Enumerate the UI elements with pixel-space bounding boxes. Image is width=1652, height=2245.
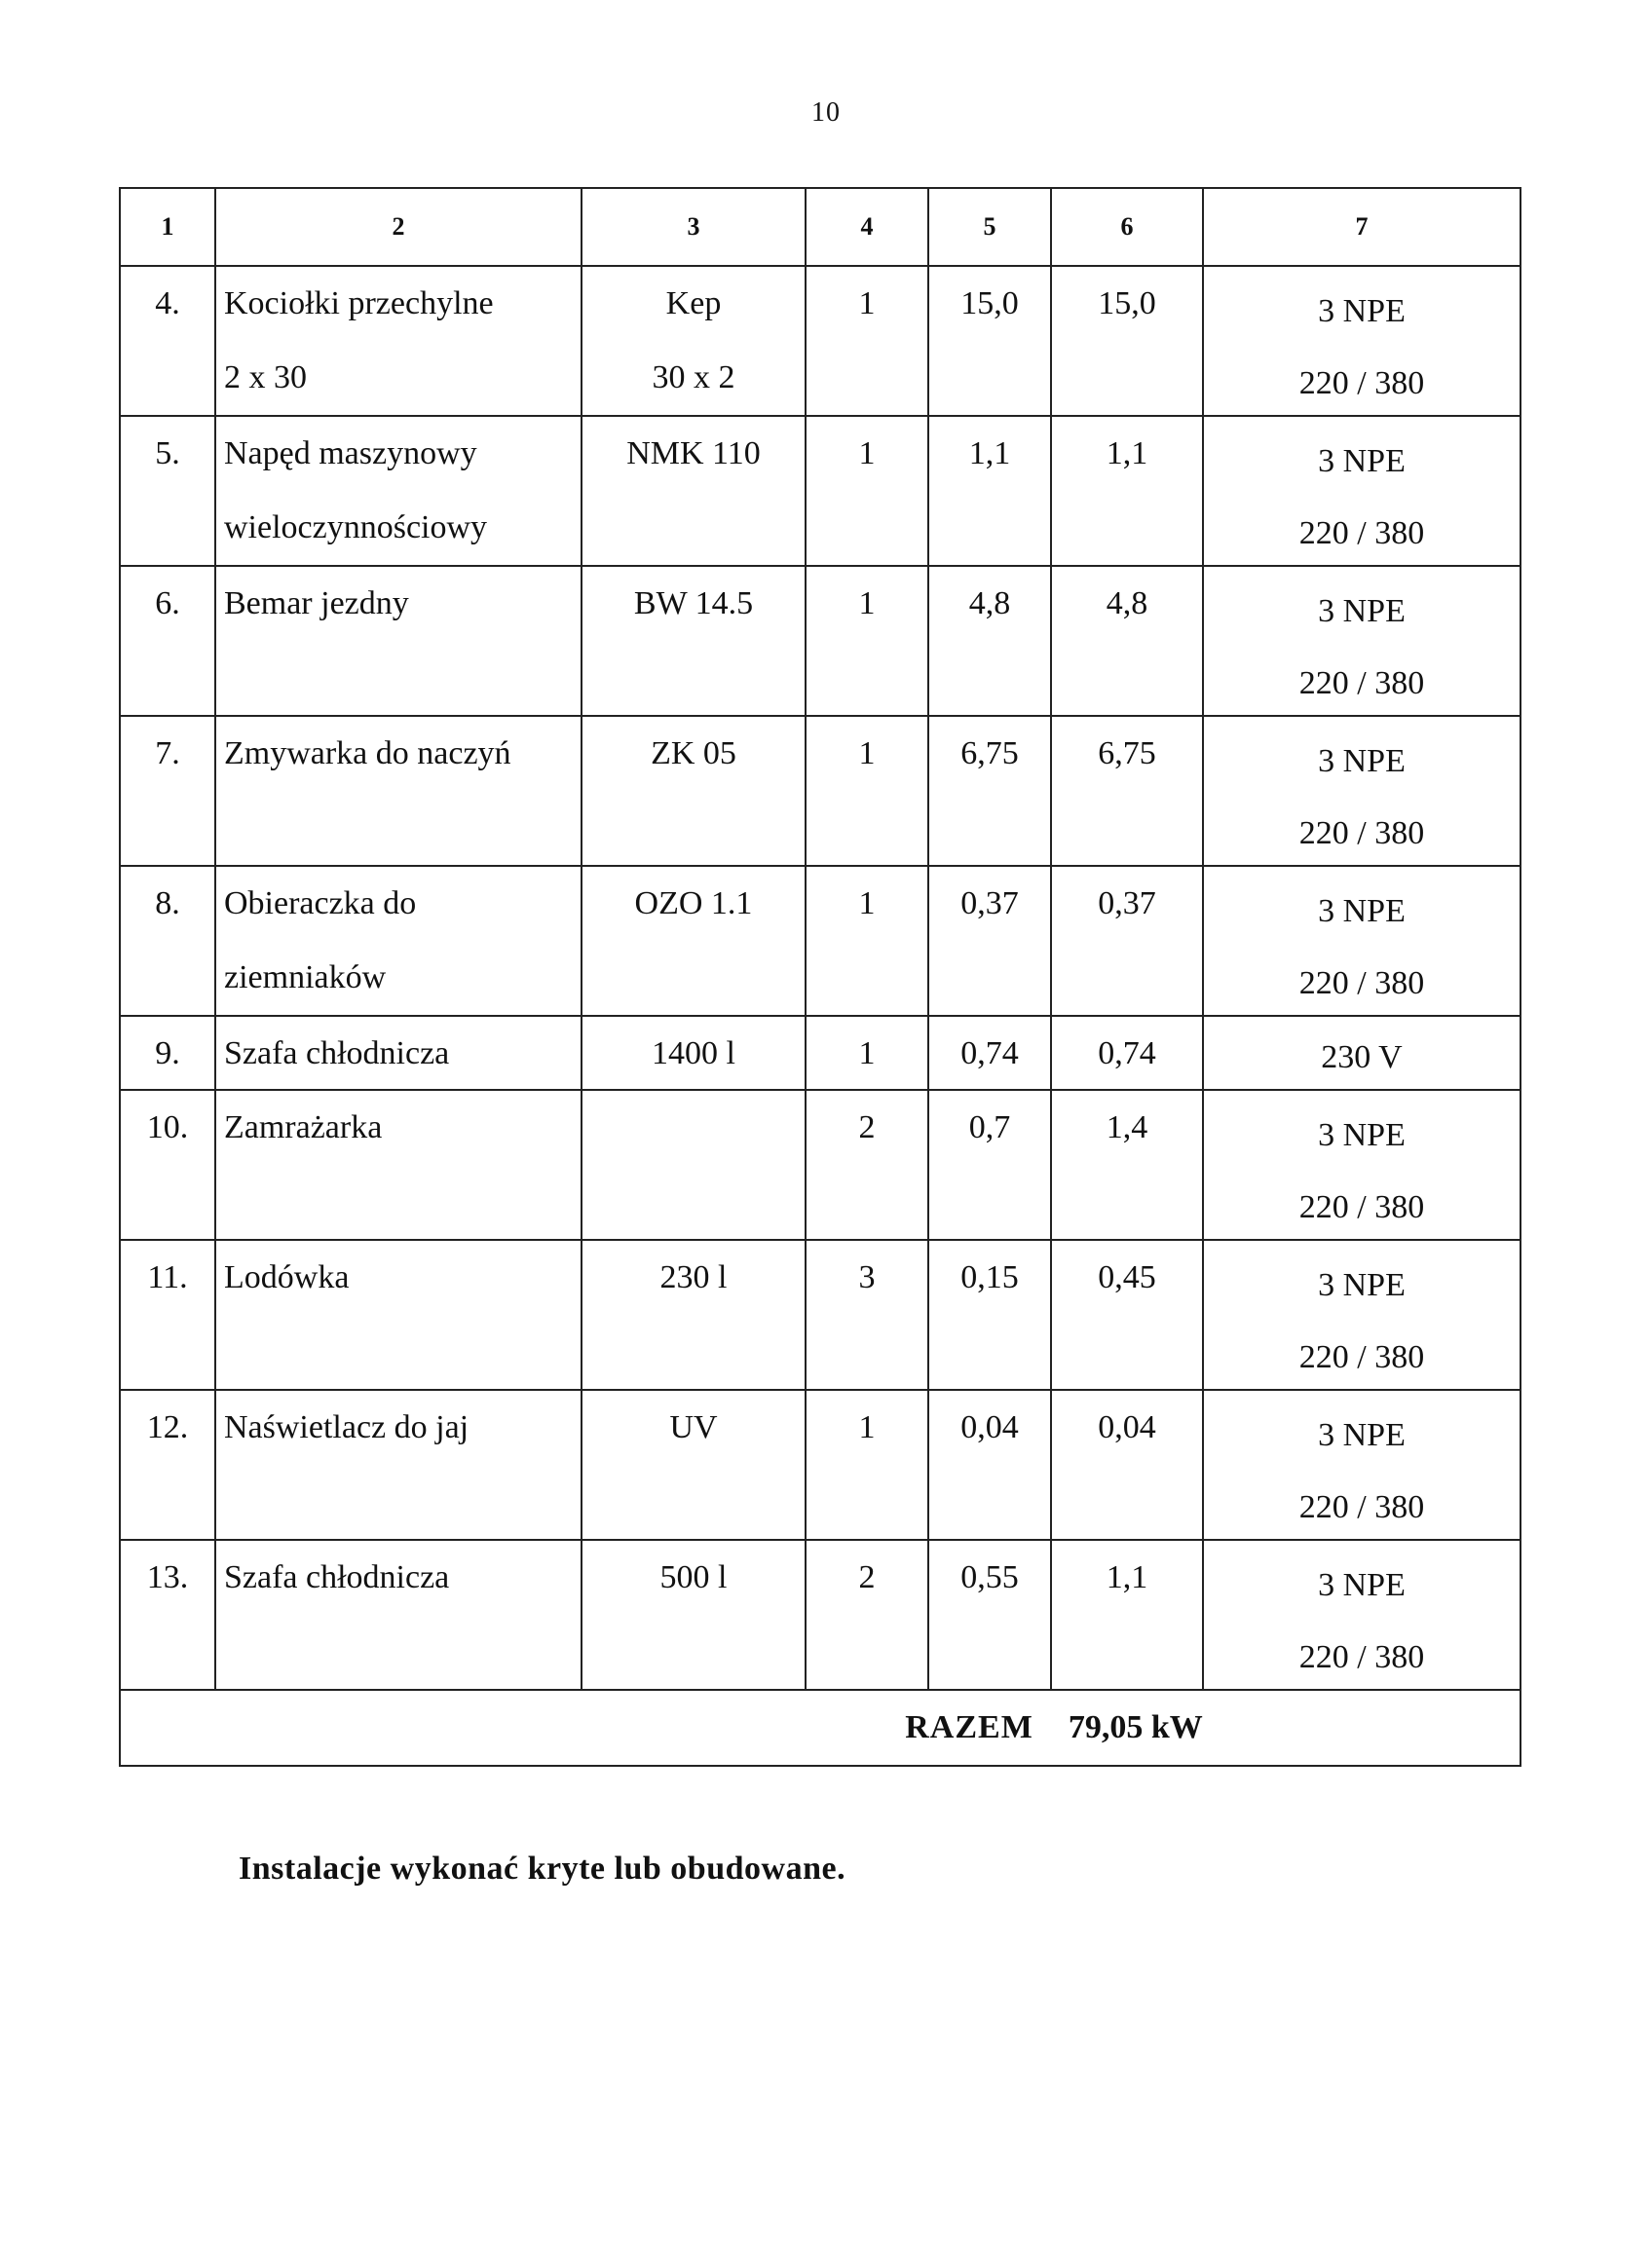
total-power-text: 6,75 xyxy=(1098,735,1156,771)
equipment-quantity-cell xyxy=(806,1540,928,1690)
table-row xyxy=(120,266,1521,416)
equipment-quantity-text: 3 xyxy=(858,1259,876,1295)
total-power-cell xyxy=(1051,416,1203,566)
equipment-type-cell xyxy=(582,1090,806,1240)
unit-power-text: 0,74 xyxy=(960,1035,1019,1071)
row-number-text: 10. xyxy=(146,1109,189,1145)
header-col-6: 6 xyxy=(1051,188,1203,266)
equipment-name-text: Naświetlacz do jaj xyxy=(224,1409,469,1445)
unit-power-text: 1,1 xyxy=(968,435,1011,471)
equipment-quantity-cell xyxy=(806,266,928,416)
equipment-quantity-text: 1 xyxy=(858,885,876,921)
row-number-cell xyxy=(120,1540,215,1690)
equipment-name-text: Zmywarka do naczyń xyxy=(224,735,511,771)
power-supply-text: 3 NPE xyxy=(1318,1267,1406,1303)
row-number-cell xyxy=(120,416,215,566)
equipment-name-text: Lodówka xyxy=(224,1259,350,1295)
table-header-row xyxy=(120,188,1521,266)
equipment-name-cell xyxy=(215,1540,582,1690)
row-number-cell xyxy=(120,1016,215,1090)
total-power-cell xyxy=(1051,716,1203,866)
row-number-cell xyxy=(120,866,215,1016)
equipment-type-text: UV xyxy=(669,1409,718,1445)
total-power-cell xyxy=(1051,566,1203,716)
power-supply-cell xyxy=(1203,866,1521,1016)
unit-power-cell xyxy=(928,716,1051,866)
total-power-text: 1,1 xyxy=(1106,1559,1148,1595)
total-power-text: 0,37 xyxy=(1098,885,1156,921)
unit-power-text: 0,7 xyxy=(968,1109,1011,1145)
table-row xyxy=(120,1540,1521,1690)
total-value: 79,05 kW xyxy=(1068,1709,1203,1745)
table-row xyxy=(120,1390,1521,1540)
power-supply-text: 3 NPE xyxy=(1318,893,1406,929)
total-power-cell xyxy=(1051,1240,1203,1390)
equipment-type-cell xyxy=(582,416,806,566)
unit-power-text: 0,04 xyxy=(960,1409,1019,1445)
equipment-quantity-text: 1 xyxy=(858,1409,876,1445)
total-label: RAZEM xyxy=(905,1709,1033,1745)
unit-power-cell xyxy=(928,566,1051,716)
total-power-text: 4,8 xyxy=(1106,585,1148,621)
equipment-quantity-cell xyxy=(806,416,928,566)
table-row xyxy=(120,1240,1521,1390)
table-row xyxy=(120,566,1521,716)
row-number-text: 9. xyxy=(155,1035,180,1071)
power-supply-text: 3 NPE xyxy=(1318,1117,1406,1153)
equipment-type-text: 1400 l xyxy=(652,1035,735,1071)
equipment-quantity-text: 2 xyxy=(858,1109,876,1145)
power-supply-text: 220 / 380 xyxy=(1298,965,1425,1001)
equipment-name-text: 2 x 30 xyxy=(224,359,307,395)
equipment-quantity-text: 1 xyxy=(858,435,876,471)
power-supply-cell xyxy=(1203,266,1521,416)
equipment-name-cell xyxy=(215,1090,582,1240)
total-power-text: 1,4 xyxy=(1106,1109,1148,1145)
equipment-name-text: ziemniaków xyxy=(224,959,387,995)
table-row xyxy=(120,1016,1521,1090)
equipment-name-cell xyxy=(215,716,582,866)
equipment-name-cell xyxy=(215,566,582,716)
row-number-text: 4. xyxy=(155,285,180,321)
equipment-type-text: BW 14.5 xyxy=(633,585,754,621)
equipment-type-cell xyxy=(582,866,806,1016)
total-power-text: 0,74 xyxy=(1098,1035,1156,1071)
total-power-cell xyxy=(1051,1540,1203,1690)
total-power-text: 0,45 xyxy=(1098,1259,1156,1295)
power-supply-text: 220 / 380 xyxy=(1298,665,1425,701)
equipment-quantity-text: 1 xyxy=(858,285,876,321)
unit-power-cell xyxy=(928,416,1051,566)
equipment-type-cell xyxy=(582,266,806,416)
equipment-name-text: Bemar jezdny xyxy=(224,585,409,621)
power-supply-text: 220 / 380 xyxy=(1298,815,1425,851)
power-supply-cell xyxy=(1203,566,1521,716)
equipment-quantity-cell xyxy=(806,1390,928,1540)
total-cell xyxy=(120,1690,1521,1766)
total-power-text: 0,04 xyxy=(1098,1409,1156,1445)
power-supply-cell xyxy=(1203,716,1521,866)
total-power-cell xyxy=(1051,866,1203,1016)
equipment-name-text: Obieraczka do xyxy=(224,885,417,921)
power-supply-text: 3 NPE xyxy=(1318,293,1406,329)
power-supply-cell xyxy=(1203,1540,1521,1690)
row-number-text: 13. xyxy=(146,1559,189,1595)
equipment-type-cell xyxy=(582,1240,806,1390)
equipment-quantity-cell xyxy=(806,566,928,716)
power-supply-text: 220 / 380 xyxy=(1298,1189,1425,1225)
header-col-1: 1 xyxy=(120,188,215,266)
equipment-name-cell xyxy=(215,866,582,1016)
header-col-2: 2 xyxy=(215,188,582,266)
equipment-type-text: Kep xyxy=(665,285,722,321)
equipment-name-text: Napęd maszynowy xyxy=(224,435,477,471)
equipment-quantity-cell xyxy=(806,866,928,1016)
total-power-text: 1,1 xyxy=(1106,435,1148,471)
power-supply-text: 220 / 380 xyxy=(1298,365,1425,401)
equipment-name-text: Zamrażarka xyxy=(224,1109,383,1145)
equipment-type-text: 30 x 2 xyxy=(652,359,735,395)
total-power-cell xyxy=(1051,1016,1203,1090)
equipment-type-cell xyxy=(582,566,806,716)
unit-power-cell xyxy=(928,1540,1051,1690)
power-supply-text: 220 / 380 xyxy=(1298,1639,1425,1675)
equipment-quantity-cell xyxy=(806,1240,928,1390)
equipment-name-cell xyxy=(215,1240,582,1390)
row-number-cell xyxy=(120,266,215,416)
row-number-cell xyxy=(120,716,215,866)
equipment-name-cell xyxy=(215,266,582,416)
equipment-type-text: ZK 05 xyxy=(651,735,736,771)
power-supply-text: 3 NPE xyxy=(1318,443,1406,479)
footer-note: Instalacje wykonać kryte lub obudowane. xyxy=(239,1851,846,1887)
row-number-text: 7. xyxy=(155,735,180,771)
equipment-name-cell xyxy=(215,1390,582,1540)
equipment-name-text: wieloczynnościowy xyxy=(224,509,488,545)
row-number-text: 6. xyxy=(155,585,180,621)
power-supply-cell xyxy=(1203,1090,1521,1240)
power-supply-cell xyxy=(1203,1390,1521,1540)
equipment-quantity-cell xyxy=(806,716,928,866)
power-supply-cell xyxy=(1203,1240,1521,1390)
header-col-7: 7 xyxy=(1203,188,1521,266)
unit-power-text: 0,15 xyxy=(960,1259,1019,1295)
total-power-cell xyxy=(1051,1090,1203,1240)
unit-power-cell xyxy=(928,1390,1051,1540)
total-row xyxy=(120,1690,1521,1766)
equipment-name-cell xyxy=(215,1016,582,1090)
equipment-quantity-text: 1 xyxy=(858,1035,876,1071)
table-row xyxy=(120,1090,1521,1240)
power-supply-cell xyxy=(1203,416,1521,566)
table-row xyxy=(120,716,1521,866)
unit-power-cell xyxy=(928,1016,1051,1090)
equipment-type-text: 500 l xyxy=(659,1559,728,1595)
equipment-type-text: OZO 1.1 xyxy=(634,885,753,921)
unit-power-text: 4,8 xyxy=(968,585,1011,621)
page-number: 10 xyxy=(811,97,841,128)
unit-power-text: 6,75 xyxy=(960,735,1019,771)
equipment-quantity-text: 1 xyxy=(858,585,876,621)
unit-power-cell xyxy=(928,866,1051,1016)
row-number-cell xyxy=(120,566,215,716)
row-number-text: 5. xyxy=(155,435,180,471)
equipment-type-cell xyxy=(582,716,806,866)
equipment-quantity-text: 2 xyxy=(858,1559,876,1595)
equipment-name-cell xyxy=(215,416,582,566)
equipment-quantity-text: 1 xyxy=(858,735,876,771)
equipment-name-text: Szafa chłodnicza xyxy=(224,1035,450,1071)
equipment-quantity-cell xyxy=(806,1090,928,1240)
equipment-quantity-cell xyxy=(806,1016,928,1090)
power-supply-text: 3 NPE xyxy=(1318,1567,1406,1603)
power-supply-text: 3 NPE xyxy=(1318,743,1406,779)
equipment-table xyxy=(119,187,1521,1767)
equipment-type-text: NMK 110 xyxy=(626,435,761,471)
unit-power-cell xyxy=(928,1240,1051,1390)
row-number-text: 8. xyxy=(155,885,180,921)
power-supply-text: 3 NPE xyxy=(1318,1417,1406,1453)
row-number-cell xyxy=(120,1240,215,1390)
header-col-4: 4 xyxy=(806,188,928,266)
row-number-text: 12. xyxy=(146,1409,189,1445)
power-supply-cell xyxy=(1203,1016,1521,1090)
table-row xyxy=(120,416,1521,566)
power-supply-text: 220 / 380 xyxy=(1298,515,1425,551)
header-col-5: 5 xyxy=(928,188,1051,266)
unit-power-text: 15,0 xyxy=(960,285,1019,321)
table-row xyxy=(120,866,1521,1016)
unit-power-cell xyxy=(928,1090,1051,1240)
total-power-text: 15,0 xyxy=(1098,285,1156,321)
equipment-type-cell xyxy=(582,1016,806,1090)
equipment-type-cell xyxy=(582,1540,806,1690)
equipment-name-text: Kociołki przechylne xyxy=(224,285,494,321)
total-power-cell xyxy=(1051,1390,1203,1540)
row-number-cell xyxy=(120,1390,215,1540)
equipment-type-cell xyxy=(582,1390,806,1540)
power-supply-text: 230 V xyxy=(1321,1039,1403,1075)
header-col-3: 3 xyxy=(582,188,806,266)
unit-power-cell xyxy=(928,266,1051,416)
row-number-cell xyxy=(120,1090,215,1240)
equipment-name-text: Szafa chłodnicza xyxy=(224,1559,450,1595)
row-number-text: 11. xyxy=(147,1259,188,1295)
unit-power-text: 0,37 xyxy=(960,885,1019,921)
power-supply-text: 3 NPE xyxy=(1318,593,1406,629)
power-supply-text: 220 / 380 xyxy=(1298,1489,1425,1525)
total-power-cell xyxy=(1051,266,1203,416)
equipment-type-text: 230 l xyxy=(659,1259,728,1295)
unit-power-text: 0,55 xyxy=(960,1559,1019,1595)
power-supply-text: 220 / 380 xyxy=(1298,1339,1425,1375)
